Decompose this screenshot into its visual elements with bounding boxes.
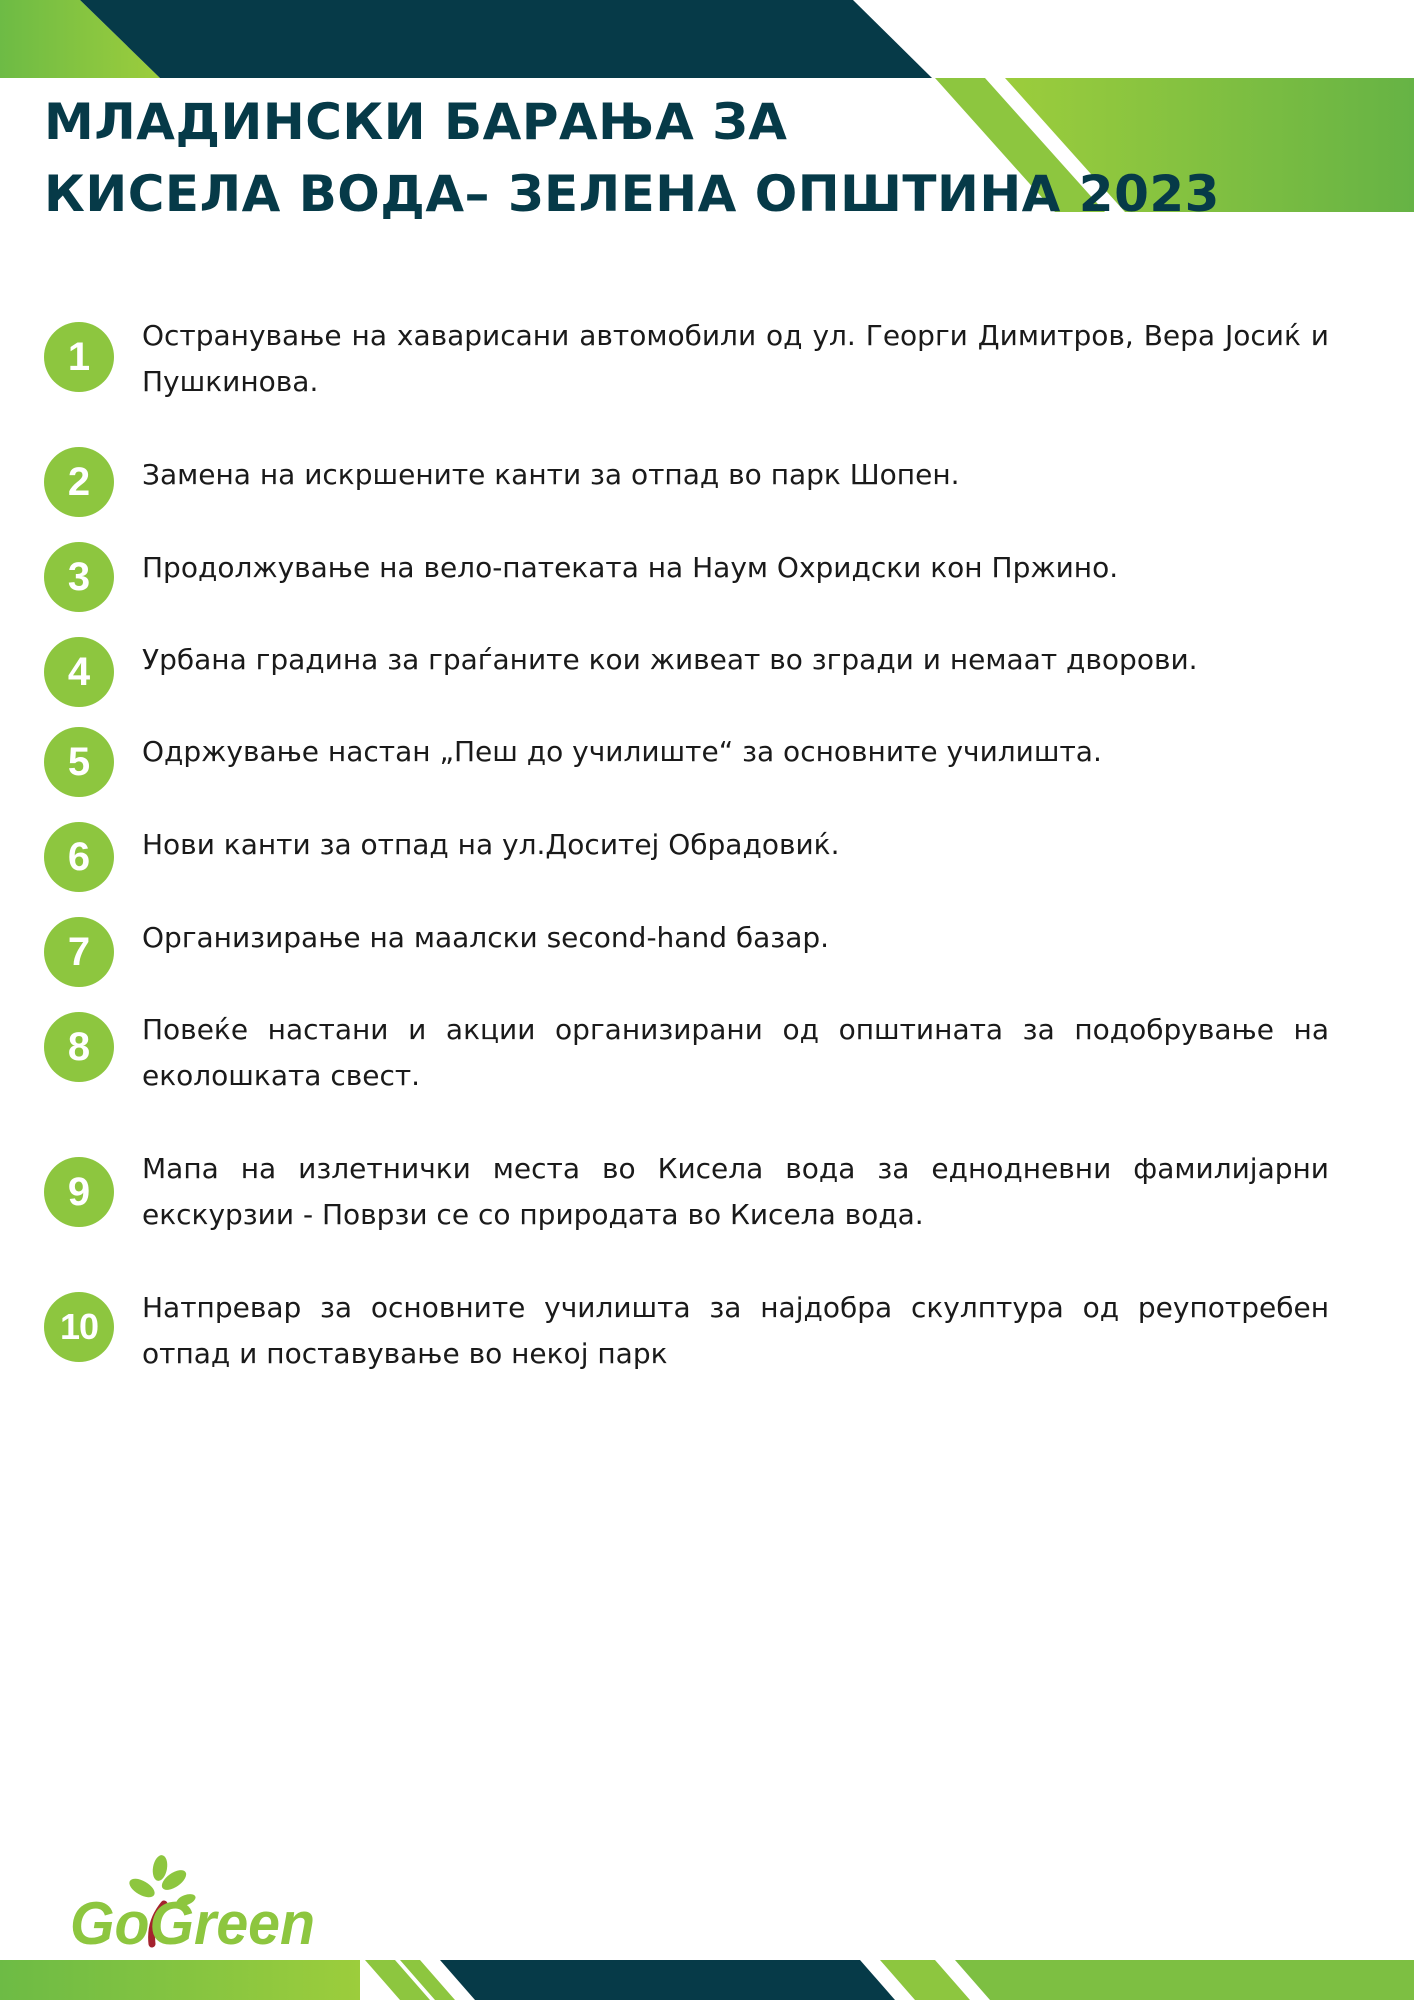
gogreen-logo [70, 1852, 330, 1952]
number-badge: 2 [44, 447, 114, 517]
item-text: Урбана градина за граѓаните кои живеат во згради и немаат дворови. [142, 643, 1198, 676]
item-text: Организирање на маалски second-hand базар. [142, 921, 830, 954]
title-line-1: МЛАДИНСКИ БАРАЊА ЗА [44, 93, 788, 151]
number-badge: 10 [44, 1292, 114, 1362]
item-text: Замена на искршените канти за отпад во парк Шопен. [142, 458, 960, 491]
item-text: Мапа на излетнички места во Кисела вода за еднодневни фамилијарни екскурзии - Поврзи се со природата во Кисела вода. [142, 1152, 1329, 1231]
page-title [44, 86, 1220, 230]
item-text: Одржување настан „Пеш до училиште“ за основните училишта. [142, 735, 1102, 768]
item-text: Нови канти за отпад на ул.Доситеј Обрадовиќ. [142, 828, 840, 861]
title-line-2: КИСЕЛА ВОДА– ЗЕЛЕНА ОПШТИНА 2023 [44, 165, 1220, 223]
number-badge: 4 [44, 637, 114, 707]
footer-decoration [0, 1960, 1414, 2000]
number-badge: 8 [44, 1012, 114, 1082]
number-badge: 7 [44, 917, 114, 987]
number-badge: 6 [44, 822, 114, 892]
item-text: Натпревар за основните училишта за најдобра скулптура од реупотребен отпад и поставување во некој парк [142, 1291, 1329, 1370]
item-text: Продолжување на вело-патеката на Наум Охридски кон Пржино. [142, 551, 1119, 584]
item-text: Остранување на хаварисани автомобили од ул. Георги Димитров, Вера Јосиќ и Пушкинова. [142, 319, 1329, 398]
number-badge: 3 [44, 542, 114, 612]
number-badge: 9 [44, 1157, 114, 1227]
logo-text: GoGreen [70, 1890, 315, 1952]
item-text: Повеќе настани и акции организирани од општината за подобрување на еколошката свест. [142, 1013, 1329, 1092]
number-badge: 1 [44, 322, 114, 392]
number-badge: 5 [44, 727, 114, 797]
